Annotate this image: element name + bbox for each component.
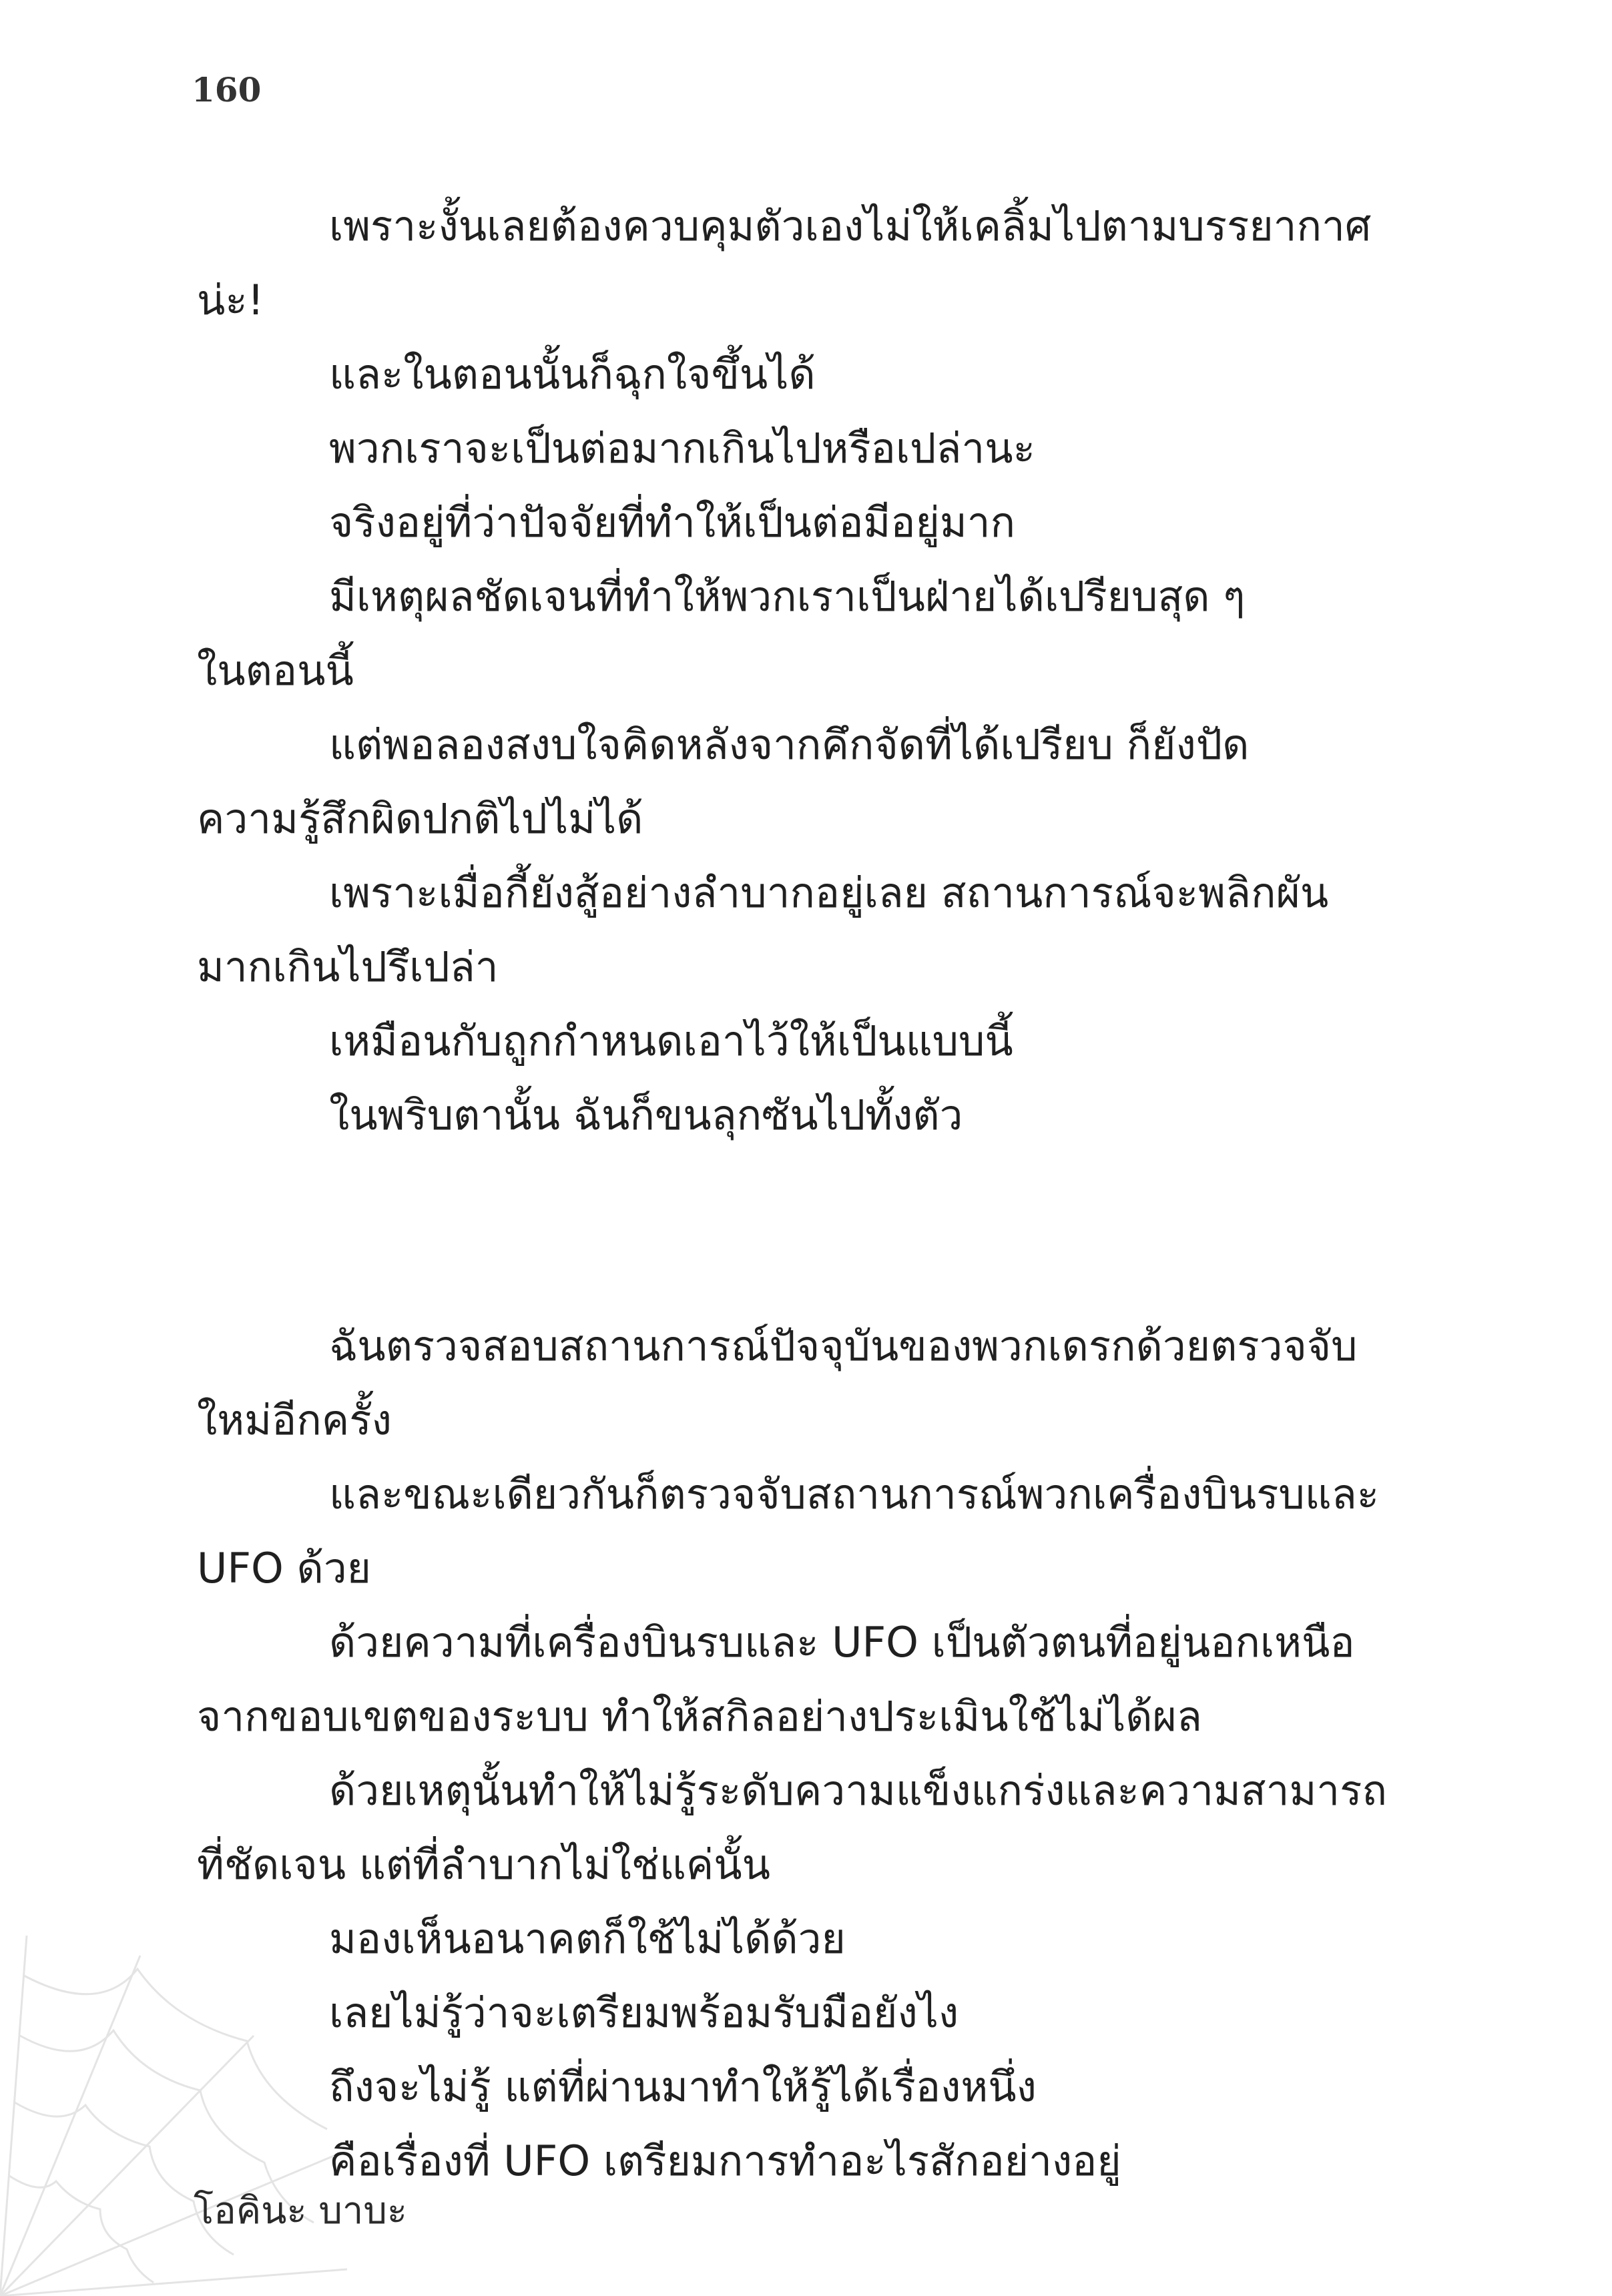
text-line: เหมือนกับถูกกำหนดเอาไว้ให้เป็นแบบนี้ [329,1017,1013,1065]
text-line: ในตอนนี้ [197,646,354,695]
text-line: และในตอนนั้นก็ฉุกใจขึ้นได้ [329,350,816,398]
text-line: น่ะ! [197,276,264,324]
text-line: แต่พอลองสงบใจคิดหลังจากคึกจัดที่ได้เปรียบ ก็ยังปัด [329,720,1250,769]
text-line: คือเรื่องที่ UFO เตรียมการทำอะไรสักอย่างอยู่ [329,2136,1121,2185]
text-line: ในพริบตานั้น ฉันก็ขนลุกซันไปทั้งตัว [329,1091,963,1139]
author-name: โอคินะ บาบะ [194,2189,407,2233]
text-line: มากเกินไปรึเปล่า [197,942,499,991]
text-line: เลยไม่รู้ว่าจะเตรียมพร้อมรับมือยังไง [329,1988,959,2037]
text-line: เพราะงั้นเลยต้องควบคุมตัวเองไม่ให้เคลิ้มไปตามบรรยากาศ [329,202,1372,250]
text-line: จากขอบเขตของระบบ ทำให้สกิลอย่างประเมินใช้ไม่ได้ผล [197,1692,1202,1741]
text-line: เพราะเมื่อกี้ยังสู้อย่างลำบากอยู่เลย สถานการณ์จะพลิกผัน [329,868,1329,917]
text-line: พวกเราจะเป็นต่อมากเกินไปหรือเปล่านะ [329,424,1035,473]
text-line: มีเหตุผลชัดเจนที่ทำให้พวกเราเป็นฝ่ายได้เปรียบสุด ๆ [329,572,1246,621]
text-line: และขณะเดียวกันก็ตรวจจับสถานการณ์พวกเครื่องบินรบและ [329,1470,1380,1518]
text-line: ถึงจะไม่รู้ แต่ที่ผ่านมาทำให้รู้ได้เรื่องหนึ่ง [329,2062,1037,2111]
text-line: มองเห็นอนาคตก็ใช้ไม่ได้ด้วย [329,1914,846,1963]
body-text [197,189,1392,2198]
text-line: ฉันตรวจสอบสถานการณ์ปัจจุบันของพวกเดรกด้วยตรวจจับ [329,1322,1358,1370]
section-break [197,1193,1392,1267]
text-line: ด้วยเหตุนั้นทำให้ไม่รู้ระดับความแข็งแกร่งและความสามารถ [329,1766,1387,1815]
text-line: จริงอยู่ที่ว่าปัจจัยที่ทำให้เป็นต่อมีอยู่มาก [329,498,1016,547]
page-number: 160 [192,70,262,109]
text-line: ที่ชัดเจน แต่ที่ลำบากไม่ใช่แค่นั้น [197,1840,771,1889]
text-line: ใหม่อีกครั้ง [197,1396,392,1444]
text-line: ความรู้สึกผิดปกติไปไม่ได้ [197,794,643,843]
text-line: UFO ด้วย [197,1544,371,1593]
text-line: ด้วยความที่เครื่องบินรบและ UFO เป็นตัวตนที่อยู่นอกเหนือ [329,1618,1355,1667]
spider-web-icon [0,1936,347,2296]
